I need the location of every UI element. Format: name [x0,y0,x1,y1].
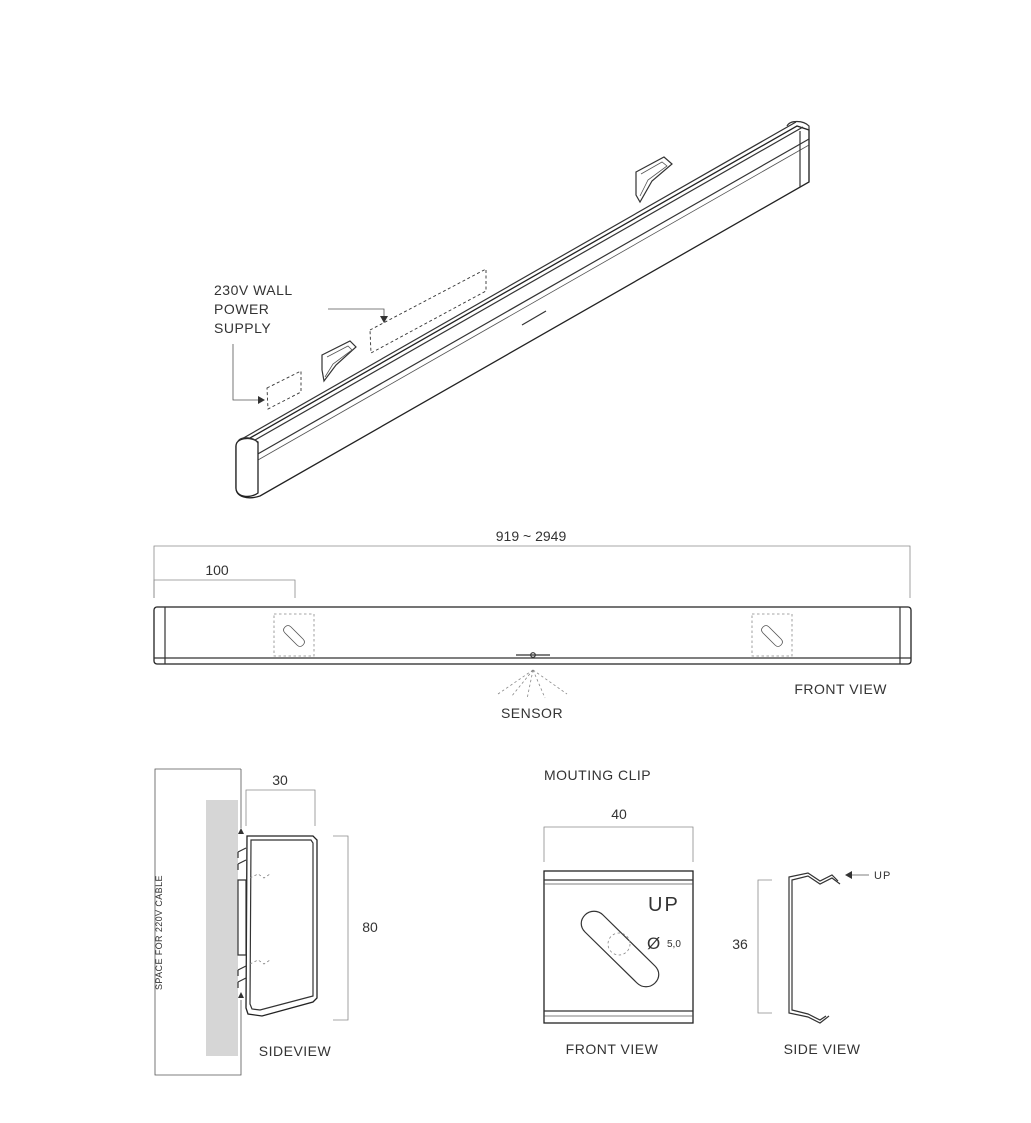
bar-top-edge [240,122,796,440]
height-dimension [333,836,348,1020]
sensor-beams [498,670,567,699]
bar-body-iso [236,126,809,498]
sensor-label: SENSOR [500,705,564,721]
mounting-clip-title: MOUTING CLIP [544,767,652,783]
mounting-clip-iso-right [636,157,672,202]
leader-arrow-small [258,396,265,404]
clip-width-dimension [544,827,693,862]
up-arrow-bottom [238,992,244,998]
mounting-clip-section [544,767,891,1057]
leader-to-large-box [328,309,384,318]
clip-hooks-upper [238,848,246,870]
up-arrow-top [238,828,244,834]
depth-value: 30 [272,772,288,788]
side-view-label: SIDEVIEW [258,1043,332,1059]
clip-up-mark: UP [648,894,680,916]
clip-backplate [238,880,246,955]
side-view [154,769,378,1075]
isometric-view [214,122,809,498]
clip-hooks-lower [238,966,246,988]
mounting-clip-iso-left [322,341,356,381]
depth-dimension [246,790,315,826]
leader-arrow-large [380,316,388,323]
power-supply-label-line1: 230V WALL [214,282,293,298]
bar-profile [246,836,317,1016]
up-arrow-head [845,871,852,879]
clip-offset-value: 100 [205,562,229,578]
clip-side-profile-inner [789,873,838,1023]
bar-front-edge [256,139,809,455]
clip-front-view-label: FRONT VIEW [565,1041,659,1057]
wall [206,800,238,1056]
clip-offset-dimension [154,580,295,598]
hole-diameter-symbol: Ø [647,934,661,953]
front-view-label: FRONT VIEW [794,681,887,697]
clip-side-view-label: SIDE VIEW [783,1041,861,1057]
clip-up-label: UP [874,870,892,882]
clip-side-profile [792,876,840,1020]
power-supply-label-line3: SUPPLY [214,320,272,336]
height-value: 80 [362,919,378,935]
cable-space-label: SPACE FOR 220V CABLE [154,875,164,990]
total-length-value: 919 ~ 2949 [495,528,567,544]
clip-height-value: 36 [732,936,748,952]
front-view [154,528,911,721]
power-supply-box-small [267,371,301,409]
hole-diameter-value: 5,0 [667,939,681,950]
bar-top-inner [248,127,803,444]
power-supply-label-line2: POWER [214,301,270,317]
leader-to-small-box [233,344,260,400]
clip-width-value: 40 [611,806,627,822]
total-length-dimension [154,546,910,598]
bar-front-lower-edge [258,145,809,460]
clip-height-dimension [758,880,772,1013]
end-cap-left [236,439,258,497]
